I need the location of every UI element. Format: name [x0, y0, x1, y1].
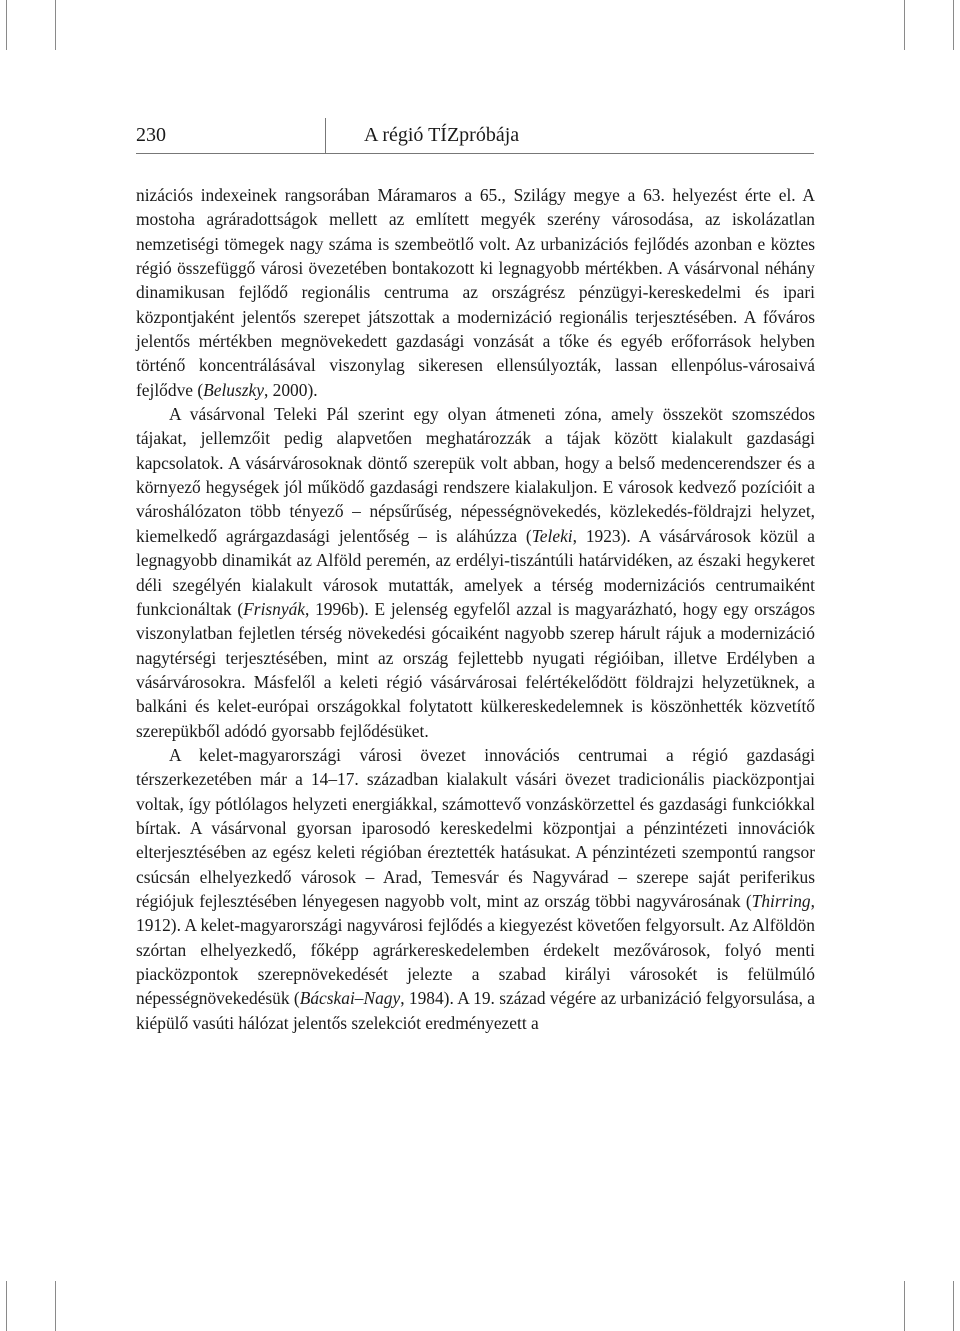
page-number: 230 — [136, 124, 166, 146]
crop-mark-bottom-right-inner — [904, 1281, 905, 1331]
crop-mark-top-right-inner — [904, 0, 905, 50]
paragraph-1 — [136, 183, 815, 402]
citation-thirring: Thirring — [751, 890, 811, 911]
paragraph-1-text-end: , 2000). — [263, 379, 318, 400]
running-header — [136, 118, 814, 154]
citation-bacskai-nagy: Bácskai–Nagy — [299, 988, 401, 1009]
crop-mark-top-right — [953, 0, 954, 50]
paragraph-3-text-mid: , 1912). A kelet-magyarországi nagyvárosi fejlődés a kiegyezést követően felgyorsult. Az Alföldön szórtan elhelyezkedő, főképp agrárkereskedelemben érdekelt mezővárosok, folyó menti piacközpontok szerepnövekedését jelezte a szabad királyi városokét is felülmúló népességnövekedésük ( — [136, 890, 815, 1009]
paragraph-2 — [136, 402, 815, 743]
paragraph-3-text-end: , 1984). A 19. század végére az urbanizáció felgyorsulása, a kiépülő vasúti hálózat jelentős szelekciót eredményezett a — [136, 988, 815, 1033]
crop-mark-bottom-right — [953, 1281, 954, 1331]
header-rule — [136, 153, 814, 154]
crop-mark-bottom-left-inner — [55, 1281, 56, 1331]
paragraph-1-text: nizációs indexeinek rangsorában Máramaros a 65., Szilágy megye a 63. helyezést érte el. A mostoha agráradottságok mellett az említett megyék szerény városodása, az iskolázatlan nemzetiségi tömegek nagy száma is szembeötlő volt. Az urbanizációs fejlődés azonban e köztes régió összefüggő városi övezetében bontakozott ki legnagyobb mértékben. A vásárvonal néhány dinamikusan fejlődő regionális centruma az országrész pénzügyi-kereskedelmi és ipari központjaként jelentős szerepet játszottak a modernizáció regionális terjesztésében. A főváros jelentős mértékben megnövekedett gazdasági vonzását a tőke és egyéb erőforrások helyben történő koncentrálásával viszonylag sikeresen ellensúlyozták, lassan ellenpólus-városaivá fejlődve ( — [136, 185, 815, 400]
header-separator — [325, 118, 326, 154]
citation-frisnyak: Frisnyák — [243, 598, 305, 619]
paragraph-3-text: A kelet-magyarországi városi övezet innovációs centrumai a régió gazdasági térszerkezetében már a 14–17. században kialakult vásári övezet tradicionális piacközpontjai voltak, így pótlólagos helyzeti energiákkal, számottevő vonzáskörzettel és gazdasági funkciókkal bírtak. A vásárvonal gyorsan iparosodó kereskedelmi központjai a pénzintézeti innovációk elterjesztésében az egész keleti régióban éreztették hatásukat. A pénzintézeti szempontú rangsor csúcsán elhelyezkedő városok – Arad, Temesvár és Nagyvárad – szerepe saját periferikus régiójuk fejlesztésében lényegesen nagyobb volt, mint az ország többi nagyvárosának ( — [136, 744, 815, 911]
citation-teleki: Teleki — [531, 525, 573, 546]
running-title: A régió TÍZpróbája — [364, 124, 520, 146]
crop-mark-bottom-left — [6, 1281, 7, 1331]
citation-beluszky: Beluszky — [203, 379, 264, 400]
crop-mark-top-left — [6, 0, 7, 50]
crop-mark-top-left-inner — [55, 0, 56, 50]
paragraph-2-text-end: , 1996b). E jelenség egyfelől azzal is magyarázható, hogy egy országos viszonylatban fejletlen térség növekedési gócaiként nagyobb szerep hárult rájuk a modernizáció nagytérségi terjesztésében, mint az ország fejlettebb nyugati régióiban, illetve Erdélyben a vásárvárosokra. Másfelől a keleti régió vásárvárosai felértékelődött földrajzi helyzetüknek, a balkáni és kelet-európai országokkal folytatott külkereskedelemnek is köszönhették közvetítő szerepükből adódó gyorsabb fejlődésüket. — [136, 598, 815, 741]
body-text — [136, 183, 815, 1035]
paragraph-3 — [136, 743, 815, 1035]
paragraph-2-text-mid: , 1923). A vásárvárosok közül a legnagyobb dinamikát az Alföld peremén, az erdélyi-tiszántúli határvidéken, az északi hegykeret déli szegélyén kialakult városok mutatták, amelyek a térség modernizációs centrumaiként funkcionáltak ( — [136, 525, 815, 619]
paragraph-2-text: A vásárvonal Teleki Pál szerint egy olyan átmeneti zóna, amely összeköt szomszédos tájakat, jellemzőit pedig alapvetően meghatározzák a tájak között kialakult gazdasági kapcsolatok. A vásárvárosoknak döntő szerepük volt abban, hogy a belső medencerendszer és a környező hegységek jól működő gazdasági rendszere kialakuljon. E városok kedvező pozícióit a városhálózaton több tényező – népsűrűség, népességnövekedés, közlekedés-földrajzi helyzet, kiemelkedő agrárgazdasági jelentőség – is aláhúzza ( — [136, 404, 815, 546]
